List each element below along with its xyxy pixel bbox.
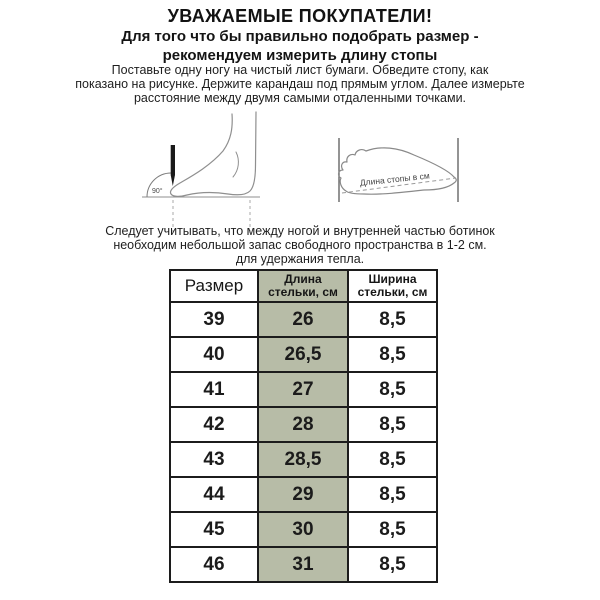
table-row — [170, 442, 437, 477]
instructions-line: расстояние между двумя самыми отдаленными точками. — [133, 91, 467, 105]
cell-size: 42 — [170, 407, 258, 442]
table-row — [170, 407, 437, 442]
note-line: для удержания тепла. — [235, 252, 365, 266]
cell-size: 40 — [170, 337, 258, 372]
ankle-detail-line — [233, 152, 238, 177]
header-insole-width — [348, 270, 437, 302]
cell-size: 43 — [170, 442, 258, 477]
header-size: Размер — [170, 270, 258, 302]
table-row — [170, 547, 437, 582]
cell-insole-length: 29 — [258, 477, 348, 512]
cell-size: 41 — [170, 372, 258, 407]
cell-insole-length: 28,5 — [258, 442, 348, 477]
header-insole-width-label: Ширина стельки, см — [357, 271, 428, 299]
instructions-line: показано на рисунке. Держите карандаш под прямым углом. Далее измерьте — [75, 77, 525, 91]
cell-size: 46 — [170, 547, 258, 582]
table-row — [170, 512, 437, 547]
cell-insole-width: 8,5 — [348, 302, 437, 337]
cell-insole-width: 8,5 — [348, 372, 437, 407]
cell-insole-length: 31 — [258, 547, 348, 582]
size-table — [169, 269, 438, 583]
foot-outline — [170, 112, 256, 196]
table-row — [170, 302, 437, 337]
cell-insole-width: 8,5 — [348, 512, 437, 547]
header-insole-length-label: Длина стельки, см — [268, 271, 338, 299]
cell-size: 39 — [170, 302, 258, 337]
note-line: необходим небольшой запас свободного пространства в 1-2 см. — [113, 238, 487, 252]
table-row — [170, 477, 437, 512]
foot-side-illustration — [140, 100, 262, 234]
cell-insole-length: 27 — [258, 372, 348, 407]
cell-insole-width: 8,5 — [348, 442, 437, 477]
angle-label: 90° — [152, 188, 163, 195]
table-header-row — [170, 270, 437, 302]
foot-length-illustration — [336, 136, 462, 204]
page-title: УВАЖАЕМЫЕ ПОКУПАТЕЛИ! — [167, 6, 433, 26]
measure-instructions — [0, 63, 600, 105]
cell-insole-length: 28 — [258, 407, 348, 442]
cell-size: 45 — [170, 512, 258, 547]
table-row — [170, 372, 437, 407]
subtitle-line: рекомендуем измерить длину стопы — [162, 47, 438, 64]
header-insole-length — [258, 270, 348, 302]
fit-note — [0, 224, 600, 266]
instructions-line: Поставьте одну ногу на чистый лист бумаги. Обведите стопу, как — [111, 63, 489, 77]
cell-insole-width: 8,5 — [348, 547, 437, 582]
cell-insole-width: 8,5 — [348, 407, 437, 442]
size-table-wrapper — [169, 269, 438, 583]
table-row — [170, 337, 437, 372]
footprint-outline — [339, 148, 457, 194]
pencil-icon — [171, 145, 175, 186]
subtitle-line: Для того что бы правильно подобрать размер - — [121, 28, 479, 45]
cell-insole-width: 8,5 — [348, 337, 437, 372]
cell-size: 44 — [170, 477, 258, 512]
cell-insole-length: 26,5 — [258, 337, 348, 372]
cell-insole-width: 8,5 — [348, 477, 437, 512]
foot-length-label: Длина стопы в см — [359, 170, 431, 188]
page-subtitle — [0, 27, 600, 65]
note-line: Следует учитывать, что между ногой и внутренней частью ботинок — [105, 224, 495, 238]
cell-insole-length: 30 — [258, 512, 348, 547]
cell-insole-length: 26 — [258, 302, 348, 337]
